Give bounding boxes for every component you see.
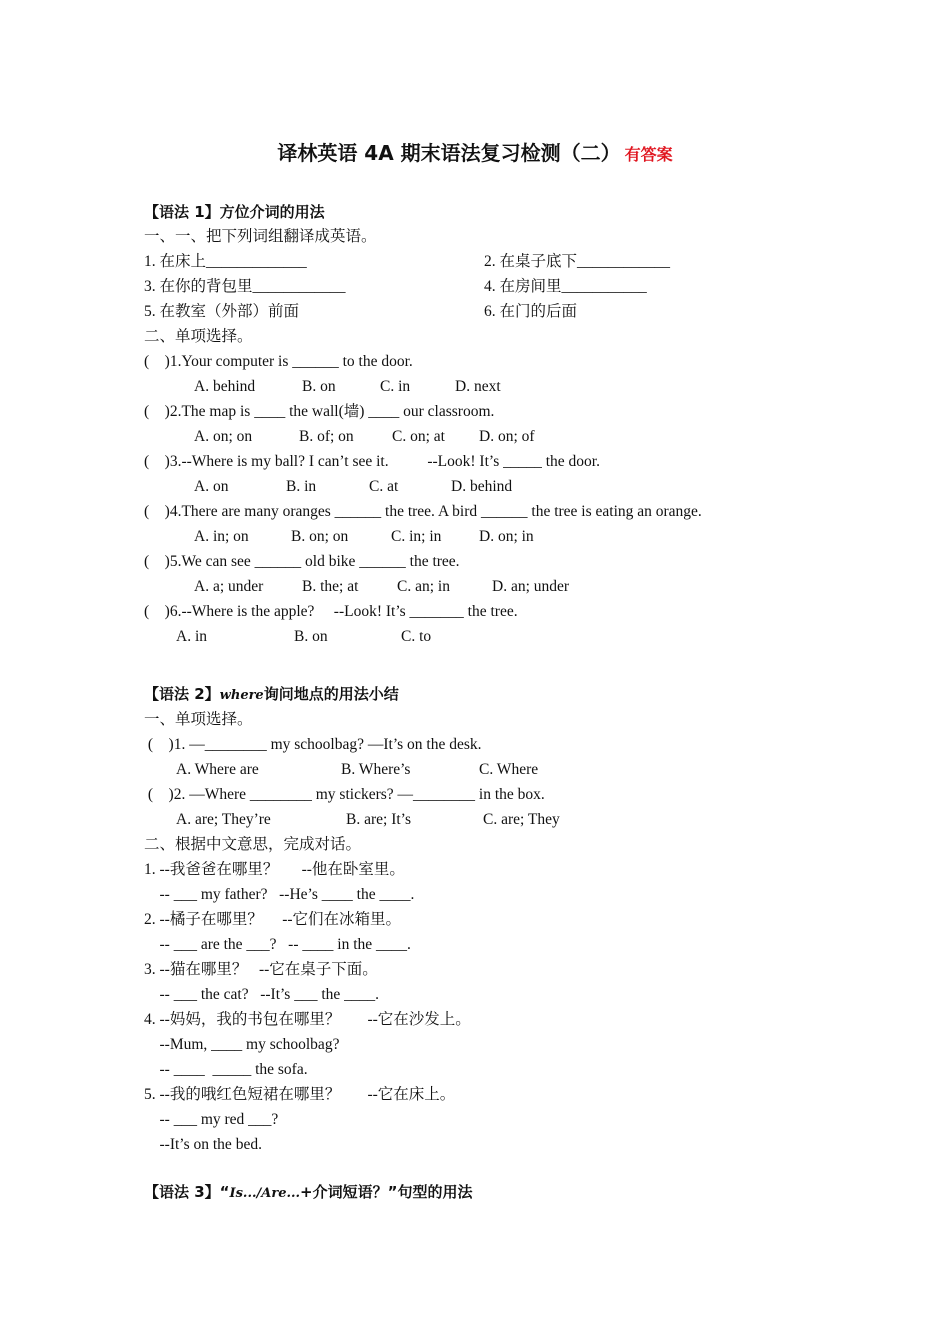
option: C. to <box>401 628 432 645</box>
grammar2-part2-label: 二、根据中文意思，完成对话。 <box>144 836 362 853</box>
option: C. are; They <box>483 811 560 828</box>
option: A. in <box>176 628 207 645</box>
option: C. an; in <box>397 578 450 595</box>
option: A. a; under <box>194 578 264 595</box>
dialogue-line: -- ___ my red ___? <box>144 1111 279 1128</box>
question: ( )3.--Where is my ball? I can’t see it. --Look! It’s _____ the door. <box>144 453 600 470</box>
option: C. at <box>369 478 399 495</box>
option: D. next <box>455 378 501 395</box>
question: ( )2. —Where ________ my stickers? —________ in the box. <box>144 786 545 803</box>
option: A. on <box>194 478 229 495</box>
dialogue-line: -- ___ my father? --He’s ____ the ____. <box>144 886 415 903</box>
grammar2-heading: 【语法 2】where询问地点的用法小结 <box>144 685 399 703</box>
question: ( )1.Your computer is ______ to the door. <box>144 353 413 370</box>
grammar1-heading: 【语法 1】方位介词的用法 <box>144 203 325 221</box>
option: A. are; They’re <box>176 811 271 828</box>
question: ( )1. —________ my schoolbag? —It’s on the desk. <box>144 736 482 753</box>
translate-item-5: 5. 在教室（外部）前面 <box>144 303 300 320</box>
dialogue-line: 5. --我的哦红色短裙在哪里？ --它在床上。 <box>144 1086 456 1103</box>
dialogue-line: -- ____ _____ the sofa. <box>144 1061 308 1078</box>
option: B. of; on <box>299 428 354 445</box>
answer-tag: 有答案 <box>624 145 673 164</box>
grammar2-part1-label: 一、单项选择。 <box>144 711 253 728</box>
question: ( )2.The map is ____ the wall(墙) ____ our classroom. <box>144 403 495 420</box>
option: C. in <box>380 378 411 395</box>
dialogue-line: --It’s on the bed. <box>144 1136 262 1153</box>
option: A. on; on <box>194 428 253 445</box>
option: A. in; on <box>194 528 249 545</box>
option: B. on; on <box>291 528 349 545</box>
translate-item-2: 2. 在桌子底下____________ <box>484 253 671 270</box>
dialogue-line: 4. --妈妈，我的书包在哪里？ --它在沙发上。 <box>144 1011 471 1028</box>
option: D. on; of <box>479 428 535 445</box>
dialogue-line: -- ___ the cat? --It’s ___ the ____. <box>144 986 380 1003</box>
option: B. are; It’s <box>346 811 411 828</box>
grammar3-heading: 【语法 3】“Is.../Are...+介词短语？”句型的用法 <box>144 1183 473 1201</box>
question: ( )4.There are many oranges ______ the tree. A bird ______ the tree is eating an orange. <box>144 503 702 520</box>
option: D. on; in <box>479 528 534 545</box>
option: D. an; under <box>492 578 570 595</box>
page-title: 译林英语 4A 期末语法复习检测（二） 有答案 <box>277 141 673 165</box>
option: C. Where <box>479 761 539 778</box>
option: A. Where are <box>176 761 259 778</box>
option: C. on; at <box>392 428 445 445</box>
option: C. in; in <box>391 528 442 545</box>
dialogue-line: 1. --我爸爸在哪里？ --他在卧室里。 <box>144 861 405 878</box>
translate-item-4: 4. 在房间里___________ <box>484 278 647 295</box>
dialogue-line: --Mum, ____ my schoolbag? <box>144 1036 340 1053</box>
dialogue-line: 2. --橘子在哪里？ --它们在冰箱里。 <box>144 911 402 928</box>
option: B. in <box>286 478 317 495</box>
grammar1-part1-label: 一、一、把下列词组翻译成英语。 <box>144 228 377 245</box>
translate-item-6: 6. 在门的后面 <box>484 303 578 320</box>
dialogue-line: 3. --猫在哪里？ --它在桌子下面。 <box>144 961 378 978</box>
option: D. behind <box>451 478 513 495</box>
option: B. Where’s <box>341 761 411 778</box>
option: B. on <box>294 628 328 645</box>
option: B. the; at <box>302 578 359 595</box>
translate-item-1: 1. 在床上_____________ <box>144 253 307 270</box>
option: A. behind <box>194 378 256 395</box>
question: ( )5.We can see ______ old bike ______ the tree. <box>144 553 460 570</box>
option: B. on <box>302 378 336 395</box>
grammar1-part2-label: 二、单项选择。 <box>144 328 253 345</box>
translate-item-3: 3. 在你的背包里____________ <box>144 278 346 295</box>
dialogue-line: -- ___ are the ___? -- ____ in the ____. <box>144 936 411 953</box>
question: ( )6.--Where is the apple? --Look! It’s _______ the tree. <box>144 603 518 620</box>
